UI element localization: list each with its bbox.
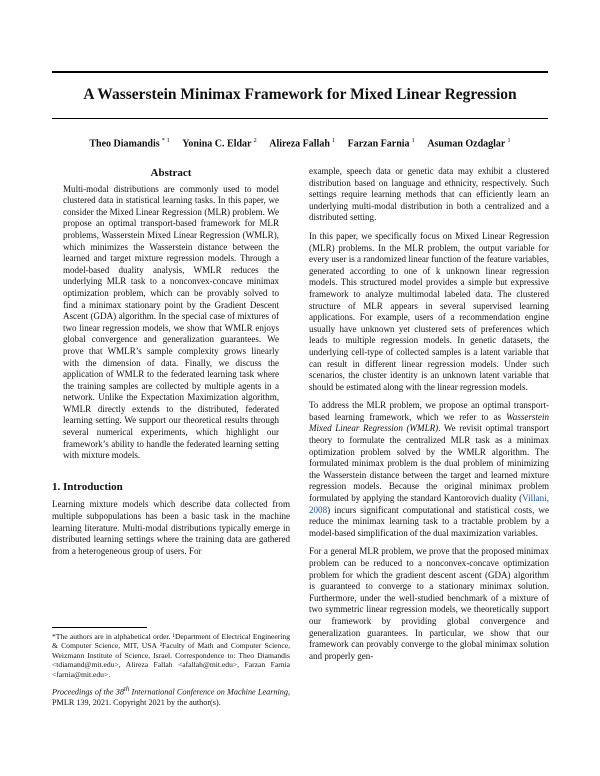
author: Alireza Fallah $^1$	[269, 137, 336, 150]
citation-link[interactable]: Villani, 2008	[309, 493, 549, 515]
author: Farzan Farnia $^1$	[347, 137, 415, 150]
right-column	[309, 166, 549, 669]
body-paragraph: For a general MLR problem, we prove that the proposed minimax problem can be reduced to a nonconvex-concave optimization problem for which the gradient descent ascent (GDA) algorithm is guaranteed to converge to a stationary minimax solution. Furthermore, under the well-studied benchmark of a mixture of two symmetric linear regression models, we theoretically support our framework by providing global convergence and generalization guarantees. In particular, we show that our framework can provably converge to the global minimax solution and properly gen-	[309, 546, 549, 661]
paper-title: A Wasserstein Minimax Framework for Mixed Linear Regression	[83, 86, 517, 103]
author-list	[52, 137, 548, 149]
introduction-heading: 1. Introduction	[52, 480, 123, 493]
abstract-text: Multi-modal distributions are commonly used to model clustered data in statistical learning tasks. In this paper, we consider the Mixed Linear Regression (MLR) problem. We propose an optimal transport-based framework for MLR problems, Wasserstein Mixed Linear Regression (WMLR), which minimizes the Wasserstein distance between the learned and target mixture regression models. Through a model-based duality analysis, WMLR reduces the underlying MLR task to a nonconvex-concave minimax optimization problem, which can be provably solved to find a minimax stationary point by the Gradient Descent Ascent (GDA) algorithm. In the special case of mixtures of two linear regression models, we show that WMLR enjoys global convergence and generalization guarantees. We prove that WMLR’s sample complexity grows linearly with the dimension of data. Finally, we discuss the application of WMLR to the federated learning task where the training samples are collected by multiple agents in a network. Unlike the Expectation Maximization algorithm, WMLR directly extends to the distributed, federated learning setting. We support our theoretical results through several numerical experiments, which highlight our framework’s ability to handle the federated learning setting with mixture models.	[63, 183, 279, 461]
body-paragraph: example, speech data or genetic data may exhibit a clustered distribution based on language and ethnicity, respectively. Such settings require learning methods that can efficiently learn an underlying multi-modal distribution in both a centralized and a distributed setting.	[309, 166, 549, 223]
proceedings-note: Proceedings of the 38th International Conference on Machine Learning, PMLR 139, 2021. Copyright 2021 by the author(s).	[52, 686, 291, 707]
footnote-rule	[52, 627, 147, 628]
left-column	[52, 168, 290, 557]
intro-paragraph: Learning mixture models which describe data collected from multiple subpopulations has been a basic task in the machine learning literature. Multi-modal distributions typically emerge in distributed learning settings where the training data are gathered from a heterogeneous group of users. For	[52, 499, 290, 556]
title-rule-bottom	[52, 118, 548, 119]
abstract-heading: Abstract	[150, 167, 192, 179]
title-rule-top	[52, 71, 548, 73]
body-paragraph: In this paper, we specifically focus on Mixed Linear Regression (MLR) problems. In the MLR problem, the output variable for every user is a randomized linear function of the feature variables, generated according to one of k unknown linear regression models. This structured model provides a simple but expressive framework to analyze multimodal labeled data. The clustered structure of MLR appears in several supervised learning applications. For example, users of a recommendation engine usually have unknown yet clustered sets of preferences which leads to multiple regression models. In genetic datasets, the underlying cell-type of collected samples is a latent variable that can result in different linear regression models. Under such scenarios, the cluster identity is an unknown latent variable that should be estimated along with the linear regression models.	[309, 230, 549, 392]
body-paragraph: To address the MLR problem, we propose an optimal transport-based learning framework, which we refer to as Wasserstein Mixed Linear Regression (WMLR). We revisit optimal transport theory to formulate the centralized MLR task as a minimax optimization problem solved by the WMLR algorithm. The formulated minimax problem is the dual problem of minimizing the Wasserstein distance between the target and learned mixture regression models. Because the original minimax problem formulated by applying the standard Kantorovich duality (Villani, 2008) incurs significant computational and statistical costs, we reduce the minimax learning task to a tractable problem by a model-based simplification of the dual maximization variables.	[309, 400, 549, 538]
author: Theo Diamandis $^{* 1}$	[89, 137, 170, 150]
author: Yonina C. Eldar $^2$	[182, 137, 257, 150]
footnote: *The authors are in alphabetical order. ¹Department of Electrical Engineering & Computer Science, MIT, USA ²Faculty of Math and Computer Science, Weizmann Institute of Science, Israel. Correspondence to: Theo Diamandis <tdiamand@mit.edu>, Alireza Fallah <afallah@mit.edu>, Farzan Farnia <farnia@mit.edu>.	[52, 632, 290, 679]
author: Asuman Ozdaglar $^1$	[427, 137, 511, 150]
